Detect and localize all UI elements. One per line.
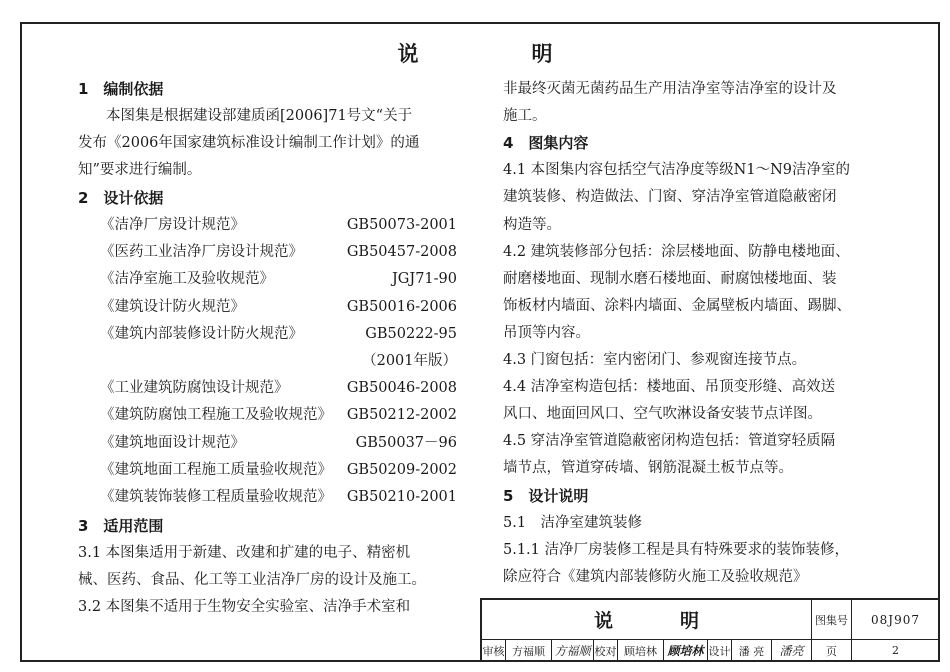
body-line: 耐磨楼地面、现制水磨石楼地面、耐腐蚀楼地面、装 [503,271,837,287]
design-label: 设计 [708,640,732,662]
section-3-line: 械、医药、食品、化工等工业洁净厂房的设计及施工。 [78,572,426,588]
atlas-number: 08J907 [852,600,940,640]
section-heading: 5 设计说明 [503,487,589,505]
atlas-number-label: 图集号 [812,600,852,640]
standard-code: GB50222-95 [365,326,457,342]
page-title: 说 明 [397,41,599,66]
check-name: 顾培林 [618,640,664,662]
standard-code: GB50073-2001 [346,217,457,233]
body-line: 4.1 本图集内容包括空气洁净度等级N1～N9洁净室的 [503,162,850,178]
section-3-line: 3.1 本图集适用于新建、改建和扩建的电子、精密机 [78,545,411,561]
standard-code: （2001年版） [362,353,457,369]
standard-name: 《建筑设计防火规范》 [100,299,245,315]
check-label: 校对 [594,640,618,662]
design-name: 潘 亮 [732,640,772,662]
standard-name: 《工业建筑防腐蚀设计规范》 [100,380,289,396]
section-2-heading: 2 设计依据 [78,189,164,207]
standard-code: GB50212-2002 [346,407,457,423]
body-line: 饰板材内墙面、涂料内墙面、金属壁板内墙面、踢脚、 [503,298,851,314]
standard-name: 《洁净厂房设计规范》 [100,217,245,233]
standard-name: 《洁净室施工及验收规范》 [100,271,274,287]
standard-name: 《建筑地面设计规范》 [100,435,245,451]
body-line: 4.2 建筑装修部分包括：涂层楼地面、防静电楼地面、 [503,244,850,260]
body-line: 构造等。 [503,217,561,233]
body-line: 非最终灭菌无菌药品生产用洁净室等洁净室的设计及 [503,81,837,97]
standard-code: GB50046-2008 [346,380,457,396]
titleblock-name: 说 明 [482,600,812,640]
review-label: 审核 [482,640,506,662]
section-1-para-line: 知”要求进行编制。 [78,162,202,178]
body-line: 建筑装修、构造做法、门窗、穿洁净室管道隐蔽密闭 [503,189,837,205]
design-signature: 潘亮 [772,640,812,662]
section-1-para-line: 发布《2006年国家建筑标准设计编制工作计划》的通 [78,135,420,151]
body-line: 5.1.1 洁净厂房装修工程是具有特殊要求的装饰装修， [503,542,850,558]
standard-name: 《医药工业洁净厂房设计规范》 [100,244,303,260]
review-signature: 方福顺 [552,640,594,662]
standard-name: 《建筑内部装修设计防火规范》 [100,326,303,342]
body-line: 4.4 洁净室构造包括：楼地面、吊顶变形缝、高效送 [503,379,836,395]
section-3-line: 3.2 本图集不适用于生物安全实验室、洁净手术室和 [78,599,411,615]
standard-code: GB50037－96 [355,435,457,451]
standard-name: 《建筑地面工程施工质量验收规范》 [100,462,332,478]
standard-code: GB50210-2001 [346,489,457,505]
body-line: 墙节点，管道穿砖墙、钢筋混凝土板节点等。 [503,460,793,476]
body-line: 5.1 洁净室建筑装修 [503,515,643,531]
standard-code: JGJ71-90 [391,271,457,287]
body-line: 4.5 穿洁净室管道隐蔽密闭构造包括：管道穿轻质隔 [503,433,836,449]
review-name: 方福顺 [506,640,552,662]
body-line: 施工。 [503,108,547,124]
body-line: 风口、地面回风口、空气吹淋设备安装节点详图。 [503,406,822,422]
standard-code: GB50016-2006 [346,299,457,315]
title-block [480,598,940,662]
section-heading: 4 图集内容 [503,134,589,152]
section-1-heading: 1 编制依据 [78,80,164,98]
page-number: 2 [852,640,940,662]
body-line: 4.3 门窗包括：室内密闭门、参观窗连接节点。 [503,352,807,368]
check-signature: 顾培林 [664,640,708,662]
standard-code: GB50457-2008 [346,244,457,260]
standard-name: 《建筑防腐蚀工程施工及验收规范》 [100,407,332,423]
page-label: 页 [812,640,852,662]
body-line: 除应符合《建筑内部装修防火施工及验收规范》 [503,569,808,585]
standard-name: 《建筑装饰装修工程质量验收规范》 [100,489,332,505]
section-3-heading: 3 适用范围 [78,517,164,535]
standard-code: GB50209-2002 [346,462,457,478]
section-1-para-line: 本图集是根据建设部建质函[2006]71号文“关于 [106,108,413,124]
body-line: 吊顶等内容。 [503,325,590,341]
